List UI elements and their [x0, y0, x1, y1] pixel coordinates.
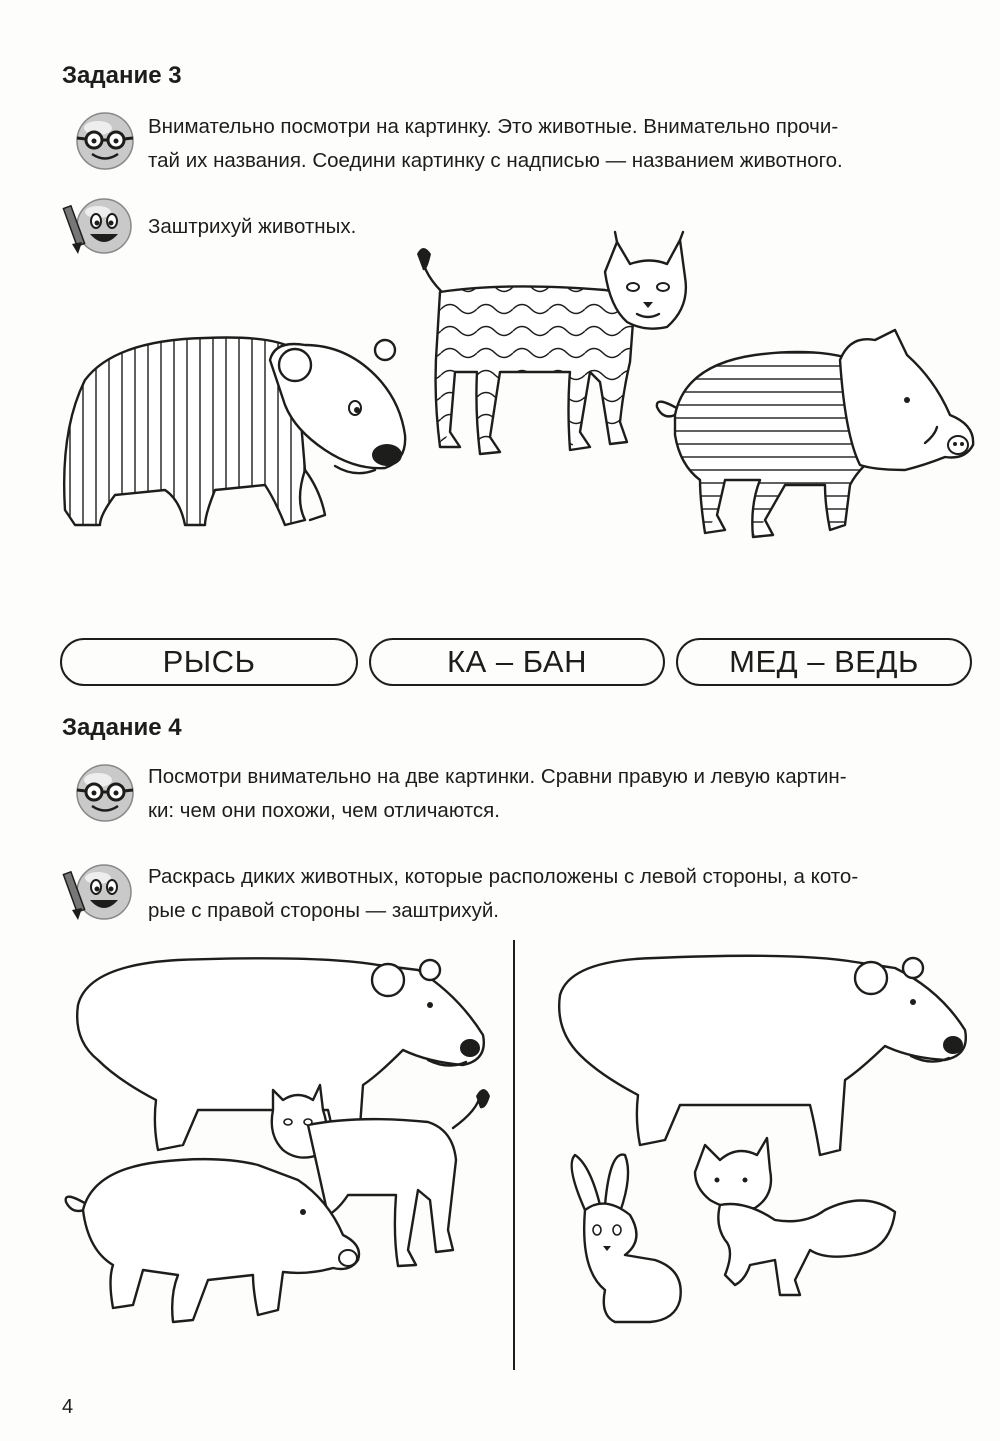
task4-instruction-line-4: рые с правой стороны — заштрихуй. [148, 899, 499, 922]
word-box-lynx[interactable]: РЫСЬ [60, 638, 358, 686]
task4-instruction-line-3: Раскрась диких животных, которые расположены с левой стороны, а кото- [148, 865, 859, 888]
task4-instruction-1 [148, 760, 847, 828]
right-scene-animals [545, 950, 985, 1370]
boar-illustration [645, 325, 990, 540]
task4-instruction-2 [148, 860, 858, 928]
pencil-smiley-icon [62, 862, 136, 924]
task3-instruction-line-1: Внимательно посмотри на картинку. Это животные. Внимательно прочи- [148, 115, 839, 138]
bear-illustration [55, 320, 425, 540]
pencil-smiley-icon [62, 196, 136, 258]
task4-instruction-line-2: ки: чем они похожи, чем отличаются. [148, 799, 500, 822]
task3-instruction-1 [148, 110, 843, 178]
task3-title: Задание 3 [62, 62, 182, 89]
word-box-bear[interactable]: МЕД – ВЕДЬ [676, 638, 972, 686]
task4-instruction-line-1: Посмотри внимательно на две картинки. Сравни правую и левую картин- [148, 765, 847, 788]
glasses-smiley-icon [72, 110, 138, 172]
task4-title: Задание 4 [62, 714, 182, 741]
scene-divider [513, 940, 515, 1370]
left-scene-wild-animals [58, 950, 498, 1370]
task3-instruction-2: Заштрихуй животных. [148, 215, 357, 238]
page-number: 4 [62, 1396, 74, 1418]
glasses-smiley-icon [72, 762, 138, 824]
word-box-boar[interactable]: КА – БАН [369, 638, 665, 686]
task3-instruction-line-2: тай их названия. Соедини картинку с надписью — названием животного. [148, 149, 843, 172]
